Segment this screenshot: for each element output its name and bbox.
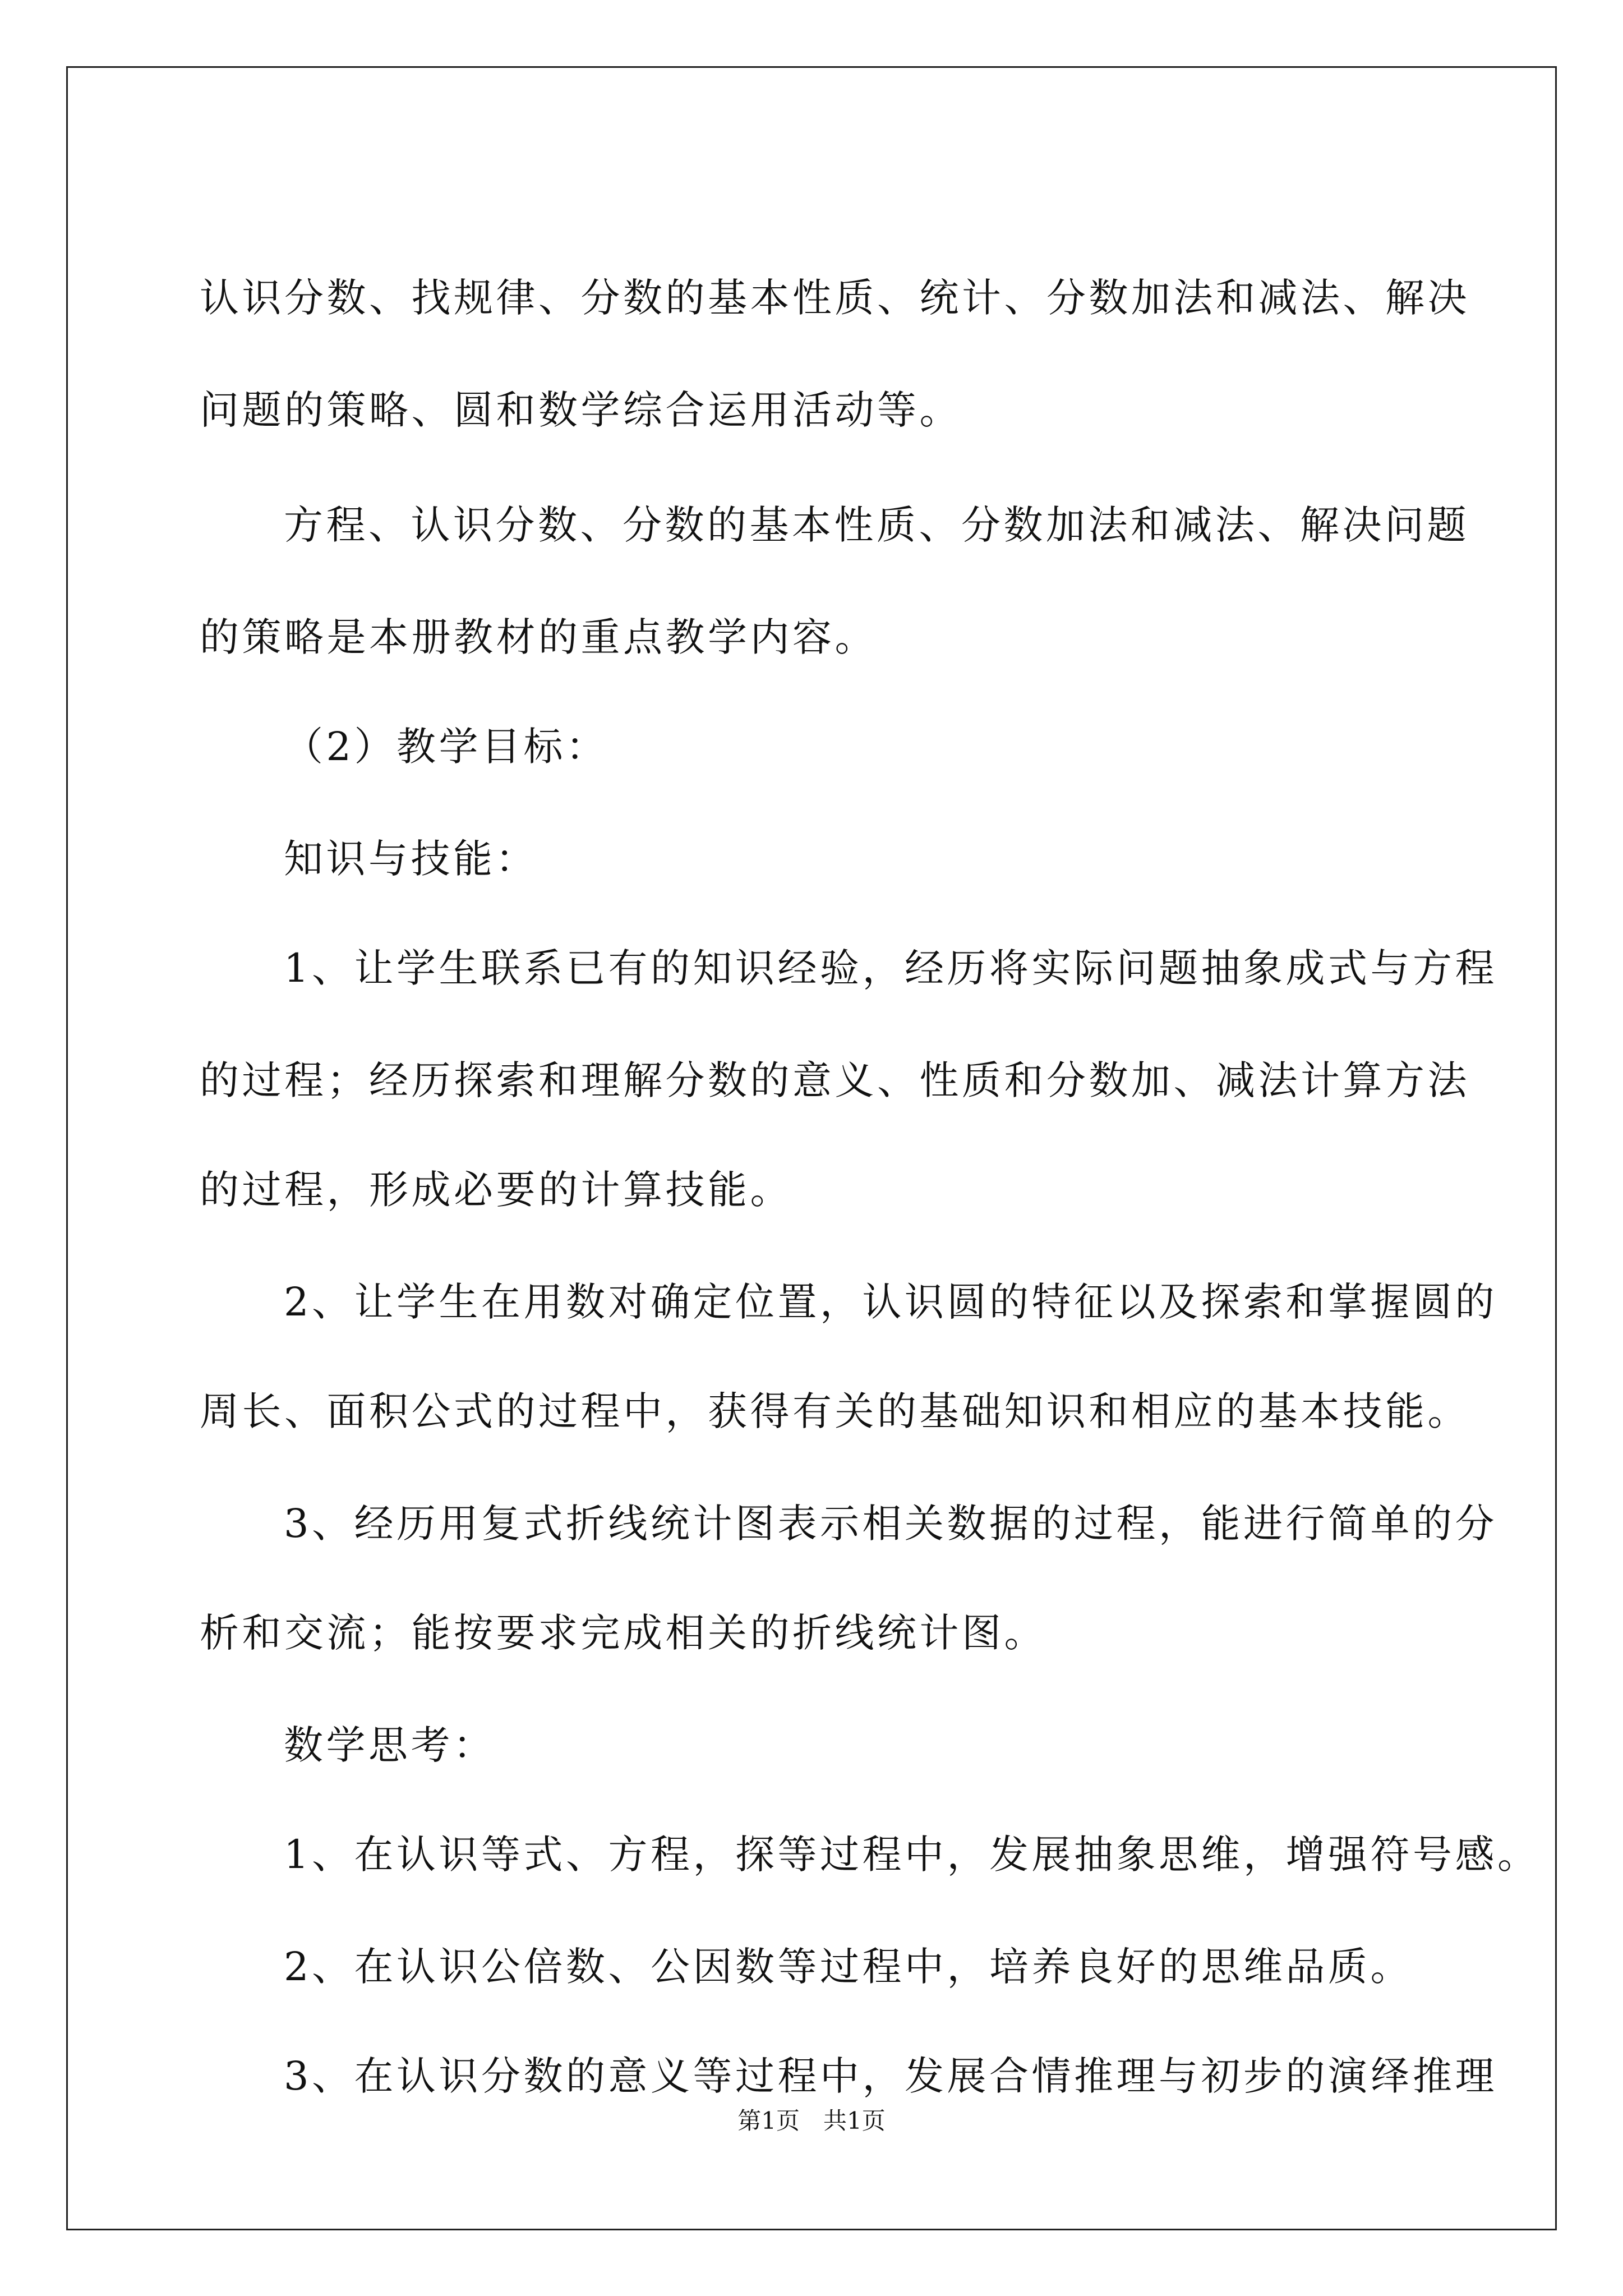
text-line-5: （2）教学目标： [284, 724, 608, 770]
text-line-8: 的过程；经历探索和理解分数的意义、性质和分数加、减法计算方法 [200, 1057, 1470, 1103]
text-line-16: 2、在认识公倍数、公因数等过程中，培养良好的思维品质。 [284, 1944, 1413, 1990]
text-line-3: 方程、认识分数、分数的基本性质、分数加法和减法、解决问题 [284, 502, 1469, 548]
text-line-7: 1、让学生联系已有的知识经验，经历将实际问题抽象成式与方程 [284, 945, 1498, 991]
text-line-6: 知识与技能： [284, 836, 538, 882]
text-line-2: 问题的策略、圆和数学综合运用活动等。 [200, 387, 962, 433]
page-footer: 第1页 共1页 [737, 2107, 886, 2134]
text-line-1: 认识分数、找规律、分数的基本性质、统计、分数加法和减法、解决 [200, 275, 1470, 321]
text-line-4: 的策略是本册教材的重点教学内容。 [200, 614, 877, 660]
document-page [66, 66, 1557, 2230]
text-line-12: 3、经历用复式折线统计图表示相关数据的过程，能进行简单的分 [284, 1501, 1498, 1547]
text-line-9: 的过程，形成必要的计算技能。 [200, 1167, 792, 1213]
text-line-11: 周长、面积公式的过程中，获得有关的基础知识和相应的基本技能。 [200, 1388, 1470, 1434]
text-line-15: 1、在认识等式、方程，探等过程中，发展抽象思维，增强符号感。 [284, 1832, 1540, 1878]
document-body [68, 68, 1555, 2229]
text-line-14: 数学思考： [284, 1722, 496, 1768]
text-line-10: 2、让学生在用数对确定位置，认识圆的特征以及探索和掌握圆的 [284, 1279, 1498, 1325]
text-line-17: 3、在认识分数的意义等过程中，发展合情推理与初步的演绎推理 [284, 2053, 1498, 2099]
text-line-13: 析和交流；能按要求完成相关的折线统计图。 [200, 1610, 1046, 1656]
